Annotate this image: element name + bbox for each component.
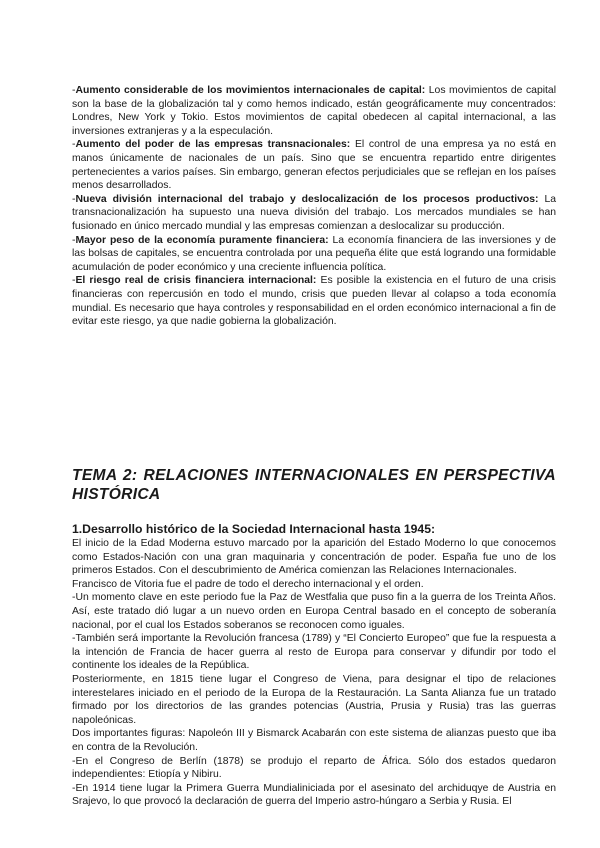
- list-item: -Aumento considerable de los movimientos internacionales de capital: Los movimientos de capital son la base de la globalización tal y como hemos indicado, están geográficamente muy concentrados: Londres, New York y Tokio. Estos movimientos de capital obedecen al capital internacional, a las inversiones extranjeras y a la especulación.: [72, 85, 557, 137]
- item-heading: Aumento del poder de las empresas transnacionales:: [75, 139, 351, 151]
- list-item: -Aumento del poder de las empresas transnacionales: El control de una empresa ya no está en manos únicamente de nacionales de un país. Sino que se encuentra repartido entre dirigentes pertenecientes a varios países. Sin embargo, generan efectos perjudiciales que se reflejan en los países menos desarrollados.: [72, 139, 556, 192]
- section-historical-development: [72, 522, 556, 809]
- paragraph: -En 1914 tiene lugar la Primera Guerra Mundialiniciada por el asesinato del archiduqye de Austria en Srajevo, lo que provocó la declaración de guerra del Imperio astro-húngaro a Serbia y Rusia. El: [72, 782, 556, 808]
- item-text: Los movimientos de capital son la base de la globalización tal y como hemos indicado, están geográficamente muy concentrados: Londres, New York y Tokio. Estos movimientos de capital obedecen al capital internacional, a las inversiones extranjeras y a la especulación.: [72, 85, 557, 137]
- item-heading: Mayor peso de la economía puramente financiera:: [75, 234, 329, 246]
- globalization-features-list: [72, 84, 556, 329]
- paragraph: Posteriormente, en 1815 tiene lugar el Congreso de Viena, para designar el tipo de relaciones interestelares iniciado en el periodo de la Europa de la Restauración. La Santa Alianza fue un tratado firmado por los directorios de las grandes potencias (Austria, Prusia y Rusia) tras las guerras napoleónicas.: [72, 673, 556, 726]
- paragraph: Francisco de Vitoria fue el padre de todo el derecho internacional y el orden.: [72, 578, 424, 590]
- item-text: Es posible la existencia en el futuro de una crisis financieras con repercusión en todo el mundo, crisis que pueden llevar al colapso a toda economía mundial. Es necesario que haya controles y responsabilidad en el orden económico internacional a fin de evitar este riesgo, ya que nadie gobierna la globalización.: [72, 275, 556, 328]
- item-text: El control de una empresa ya no está en manos únicamente de nacionales de un país. Sino que se encuentra repartido entre dirigentes pertenecientes a varios países. Sin embargo, generan efectos perjudiciales que se reflejan en los países menos desarrollados.: [72, 139, 556, 192]
- item-text: La transnacionalización ha supuesto una nueva división del trabajo. Los mercados mundiales se han fusionado en único mercado mundial y las empresas comienzan a deslocalizar su producción.: [72, 193, 557, 232]
- chapter-title: TEMA 2: RELACIONES INTERNACIONALES EN PERSPECTIVA HISTÓRICA: [72, 467, 556, 503]
- item-heading: Nueva división internacional del trabajo y deslocalización de los procesos productivos:: [75, 193, 539, 205]
- item-heading: Aumento considerable de los movimientos internacionales de capital:: [75, 85, 426, 96]
- item-heading: El riesgo real de crisis financiera internacional:: [75, 275, 317, 287]
- list-item: -El riesgo real de crisis financiera internacional: Es posible la existencia en el futuro de una crisis financieras con repercusión en todo el mundo, crisis que pueden llevar al colapso a toda economía mundial. Es necesario que haya controles y responsabilidad en el orden económico internacional a fin de evitar este riesgo, ya que nadie gobierna la globalización.: [72, 275, 556, 328]
- item-text: La economía financiera de las inversiones y de las bolsas de capitales, se encuentra controlada por una pequeña élite que está logrando una formidable acumulación de poder económico y una creciente influencia política.: [72, 234, 556, 273]
- paragraph: Dos importantes figuras: Napoleón III y Bismarck Acabarán con este sistema de alianzas puesto que iba en contra de la Revolución.: [72, 728, 556, 753]
- paragraph: -Un momento clave en este periodo fue la Paz de Westfalia que puso fin a la guerra de los Treinta Años. Así, este tratado dió lugar a un nuevo orden en Europa Central basado en el concepto de soberanía nacional, por el cual los Estados soberanos se reconocen como iguales.: [72, 592, 556, 631]
- paragraph: -En el Congreso de Berlín (1878) se produjo el reparto de África. Sólo dos estados quedaron independientes: Etiopía y Nibiru.: [72, 755, 556, 781]
- paragraph: El inicio de la Edad Moderna estuvo marcado por la aparición del Estado Moderno lo que conocemos como Estados-Nación con una gran maquinaria y concentración de poder. España fue uno de los primeros Estados. Con el descubrimiento de América comienzan las Relaciones Internacionales.: [72, 538, 556, 577]
- paragraph: -También será importante la Revolución francesa (1789) y “El Concierto Europeo” que fue la respuesta a la intención de Francia de hacer guerra al resto de Europa para conservar y difundir por todo el continente los ideales de la República.: [72, 633, 556, 672]
- list-item: -Mayor peso de la economía puramente financiera: La economía financiera de las inversiones y de las bolsas de capitales, se encuentra controlada por una pequeña élite que está logrando una formidable acumulación de poder económico y una creciente influencia política.: [72, 234, 556, 273]
- list-item: -Nueva división internacional del trabajo y deslocalización de los procesos productivos: La transnacionalización ha supuesto una nueva división del trabajo. Los mercados mundiales se han fusionado en único mercado mundial y las empresas comienzan a deslocalizar su producción.: [72, 193, 557, 232]
- section-heading: 1.Desarrollo histórico de la Sociedad Internacional hasta 1945:: [72, 522, 436, 536]
